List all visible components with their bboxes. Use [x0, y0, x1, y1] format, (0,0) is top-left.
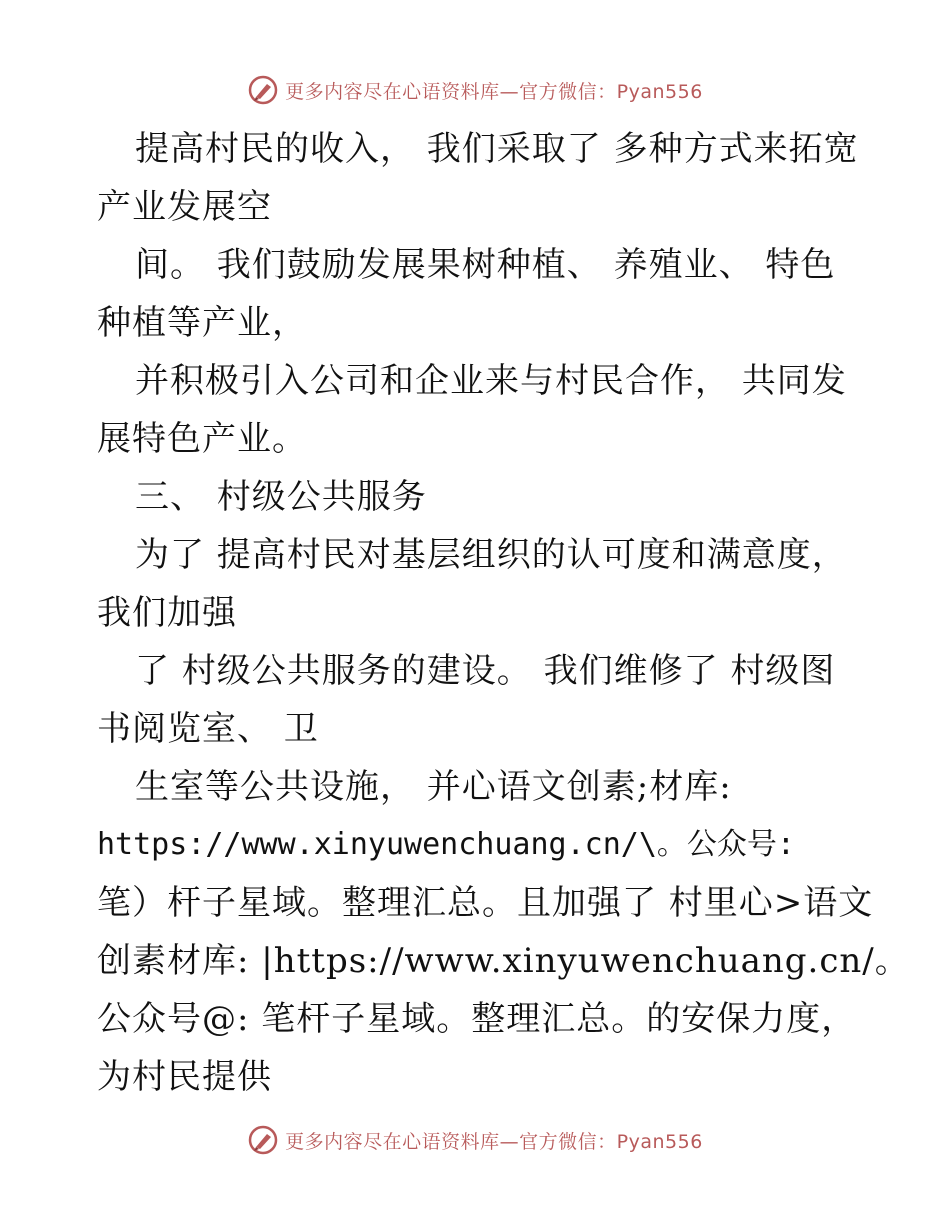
- footer-banner-text: 更多内容尽在心语资料库—官方微信：Pyan556: [285, 1130, 703, 1153]
- body-line: 为村民提供: [97, 1057, 272, 1097]
- body-line: 公众号@: 笔杆子星域。整理汇总。的安保力度，: [97, 999, 857, 1039]
- body-line: 生室等公共设施， 并心语文创素;材库:: [135, 767, 732, 807]
- body-line: 笔）杆子星域。整理汇总。且加强了 村里心>语文: [97, 883, 874, 923]
- section-heading: 三、 村级公共服务: [135, 477, 427, 517]
- footer-banner: [0, 1120, 950, 1160]
- header-banner-text: 更多内容尽在心语资料库—官方微信：Pyan556: [285, 80, 703, 103]
- pen-logo-icon: [247, 74, 279, 106]
- pen-logo-icon: [247, 1124, 279, 1156]
- body-line: 并积极引入公司和企业来与村民合作， 共同发: [135, 361, 847, 401]
- body-line: 我们加强: [97, 593, 237, 633]
- header-banner: [0, 70, 950, 110]
- body-line: 种植等产业，: [97, 303, 307, 343]
- url-line: https://www.xinyuwenchuang.cn/\。公众号:: [97, 827, 795, 862]
- body-line: 间。 我们鼓励发展果树种植、 养殖业、 特色: [135, 245, 836, 285]
- body-line: 提高村民的收入， 我们采取了 多种方式来拓宽: [135, 129, 859, 169]
- url-line: 创素材库: |https://www.xinyuwenchuang.cn/。: [97, 941, 910, 981]
- body-line: 了 村级公共服务的建设。 我们维修了 村级图: [135, 651, 836, 691]
- body-line: 为了 提高村民对基层组织的认可度和满意度，: [135, 535, 847, 575]
- body-line: 书阅览室、 卫: [97, 709, 319, 749]
- body-line: 产业发展空: [97, 187, 272, 227]
- body-line: 展特色产业。: [97, 419, 307, 459]
- document-body: [97, 120, 910, 1106]
